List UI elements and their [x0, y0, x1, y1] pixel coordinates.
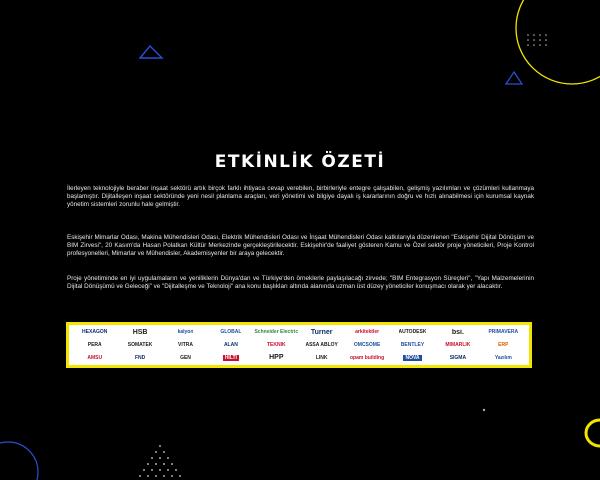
summary-paragraph-2: Eskişehir Mimarlar Odası, Makina Mühendisleri Odası, Elektrik Mühendisleri Odası ve İnşaat Mühendisleri Odası katkılarıyla düzenlenen "Eskişehir Dijital Dönüşüm ve BIM Zirvesi", 20 Kasım'da Hasan Polatkan Kültür Merkezinde gerçekleştirilecektir. Eskişehir'de faaliyet gösteren Kamu ve Özel sektör proje yöneticileri, Proje Kontrol profesyonelleri, Mimarlar ve Mühendisler, Akademisyenler bir araya gelecektir. [67, 234, 534, 258]
triangle-dots-bottom [130, 440, 190, 480]
sponsor-logo: BENTLEY [400, 341, 425, 348]
summary-paragraph-1: İlerleyen teknolojiyle beraber inşaat sektörü artık birçok farklı ihtiyaca cevap verebilen, birbirleriyle entegre çalışabilen, gelişmiş yazılımları ve çözümleri kullanmaya başlamıştır. Dijitalleşen inşaat sektöründe yeni nesil planlama araçları, veri yönetimi ve bilgiye dayalı iş kararlarının doğru ve hızlı alınabilmesi için kurumsal kaynak yönetim sistemleri zorunlu hale gelmiştir. [67, 185, 534, 209]
sponsor-logo: ERP [498, 341, 509, 348]
sponsor-logo: SOMATEK [127, 341, 153, 348]
sponsor-logo: OMCSOME [353, 341, 381, 348]
sponsor-logo: LINK [315, 354, 328, 361]
sponsor-logo: NOVA [405, 354, 420, 361]
sponsor-logo: PERA [87, 341, 102, 348]
sponsor-logo: AMSU [87, 354, 103, 361]
sponsor-logo-panel [66, 322, 532, 368]
sponsor-logo: TEKNİK [266, 341, 286, 348]
triangle-outline-right [504, 70, 524, 86]
sponsor-logo: HEXAGON [82, 329, 108, 336]
triangle-outline-top-left [138, 44, 164, 60]
sponsor-logo: SIGMA [449, 354, 467, 361]
sponsor-logo: AUTODESK [398, 329, 427, 336]
sponsor-logo: opam building [350, 354, 385, 361]
sponsor-logo: kalyon [177, 329, 194, 336]
sponsor-logo: ALAN [223, 341, 238, 348]
sponsor-logo: HPP [269, 354, 284, 362]
sponsor-logo: bsi. [451, 328, 464, 336]
dot-grid-top-right [526, 33, 550, 47]
sponsor-logo: HILTI [224, 354, 237, 361]
circle-outline-bottom-left [0, 420, 60, 480]
sponsor-logo: MİMARLIK [445, 341, 471, 348]
sponsor-logo: ASSA ABLOY [305, 341, 338, 348]
sponsor-logo: Yazılım [494, 354, 512, 361]
sponsor-logo: GLOBAL [220, 329, 242, 336]
summary-paragraph-3: Proje yönetiminde en iyi uygulamaların ve yeniliklerin Dünya'dan ve Türkiye'den örneklerle paylaşılacağı zirvede; "BIM Entegrasyon Süreçleri", "Yapı Malzemelerinin Dijital Dönüşümü ve Geleceği" ve "Dijitalleşme ve Teknoloji" ana konu başlıkları altında alanında uzman üst düzey yöneticiler konuşmacı olarak yer alacaktır. [67, 275, 534, 291]
sponsor-logo: Schneider Electric [254, 329, 299, 336]
sponsor-logo: HSB [132, 328, 148, 336]
sponsor-logo: Turner [310, 328, 333, 336]
small-dot-right [481, 407, 487, 413]
sponsor-logo: PRIMAVERA [488, 329, 519, 336]
yellow-arc-bottom-right [582, 418, 600, 448]
sponsor-logo: arkitektler [355, 329, 380, 336]
page-title: ETKİNLİK ÖZETİ [214, 152, 386, 172]
sponsor-logo: FND [134, 354, 146, 361]
sponsor-logo: VITRA [177, 341, 193, 348]
sponsor-logo: GEN [180, 354, 191, 361]
